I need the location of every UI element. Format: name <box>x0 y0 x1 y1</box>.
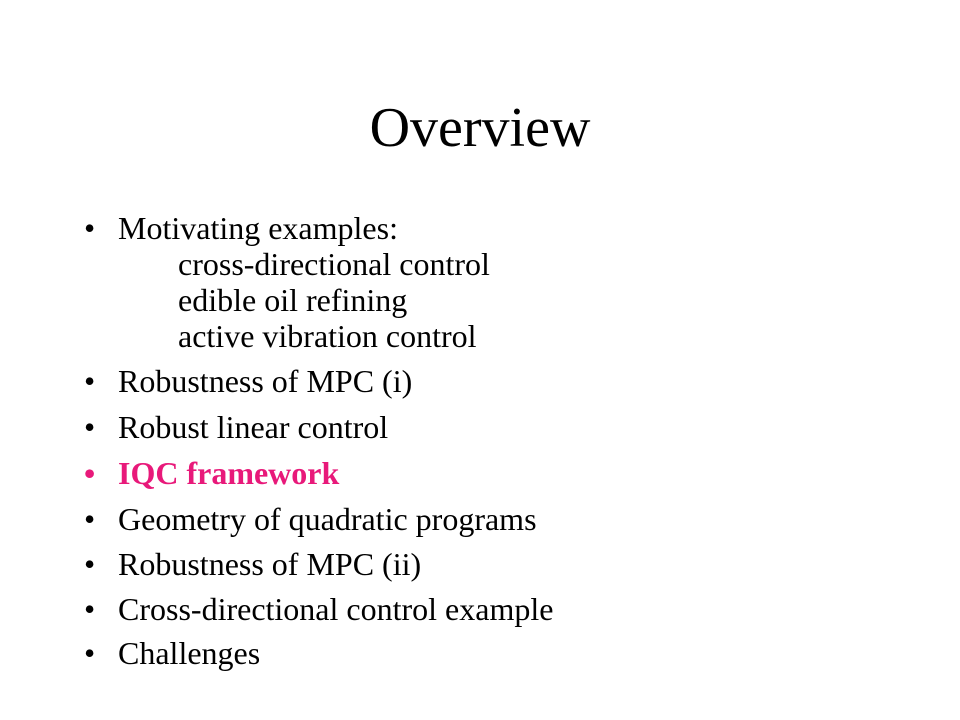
bullet-dot-icon: • <box>84 635 96 671</box>
sub-item: cross-directional control <box>178 246 490 282</box>
bullet-dot-icon: • <box>84 363 96 399</box>
bullet-label: Motivating examples: <box>118 210 398 246</box>
bullet-label: Robustness of MPC (ii) <box>118 546 422 582</box>
bullet-label: Challenges <box>118 635 261 671</box>
bullet-label: Robust linear control <box>118 409 389 445</box>
bullet-dot-icon: • <box>84 409 96 445</box>
bullet-label: IQC framework <box>118 455 340 491</box>
slide-title: Overview <box>369 97 591 159</box>
bullet-label: Robustness of MPC (i) <box>118 363 413 399</box>
bullet-label: Cross-directional control example <box>118 591 554 627</box>
bullet-dot-icon: • <box>84 546 96 582</box>
bullet-label: Geometry of quadratic programs <box>118 501 537 537</box>
bullet-dot-icon: • <box>84 501 96 537</box>
sub-item: active vibration control <box>178 318 477 354</box>
sub-item: edible oil refining <box>178 282 408 318</box>
bullet-dot-icon: • <box>84 210 96 246</box>
bullet-dot-icon: • <box>84 455 96 491</box>
bullet-dot-icon: • <box>84 591 96 627</box>
